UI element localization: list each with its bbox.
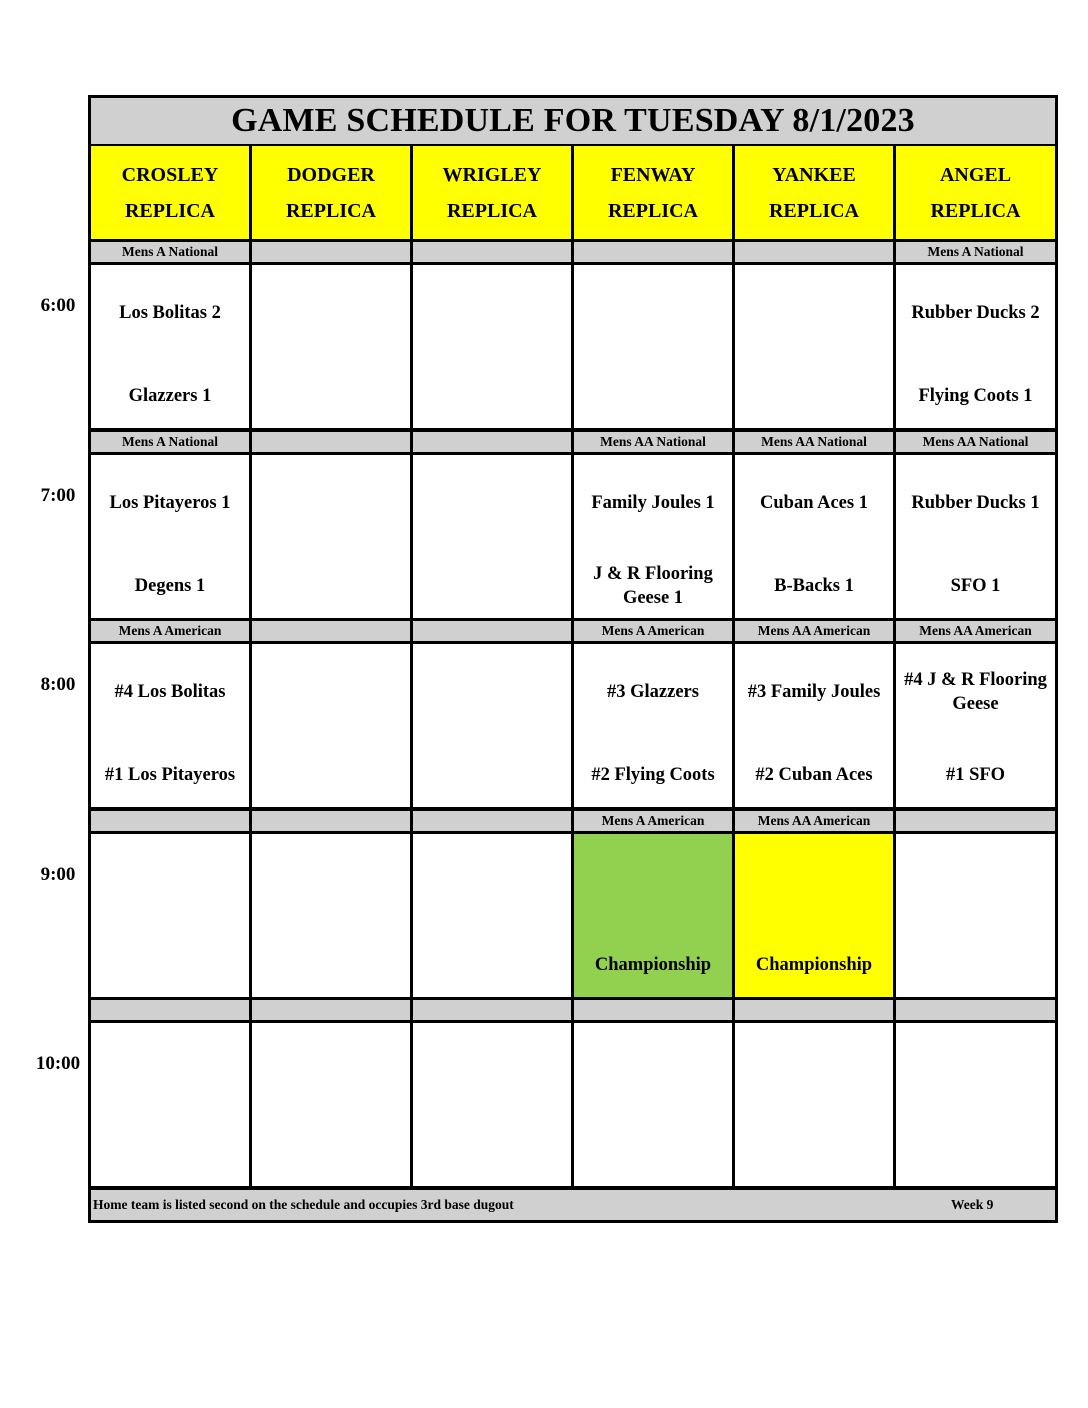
division-label <box>896 811 1055 831</box>
venue-dodger <box>252 146 410 239</box>
away-team <box>574 287 732 339</box>
division-label: Mens A American <box>574 621 732 641</box>
division-label <box>413 432 571 452</box>
game-cell <box>896 455 1055 618</box>
home-team: #1 SFO <box>945 765 1006 785</box>
time-label: 6:00 <box>40 295 76 316</box>
venue-crosley <box>91 146 249 239</box>
home-team <box>896 939 1055 991</box>
game-cell <box>574 455 732 618</box>
game-cell <box>413 455 571 618</box>
time-label: 7:00 <box>40 485 76 506</box>
division-label <box>413 242 571 262</box>
division-label <box>896 1000 1055 1020</box>
division-label: Mens AA American <box>896 621 1055 641</box>
division-label <box>413 811 571 831</box>
home-team <box>574 1128 732 1180</box>
home-team: #1 Los Pitayeros <box>104 765 236 785</box>
away-team <box>896 1045 1055 1097</box>
away-team: Cuban Aces 1 <box>760 493 868 513</box>
schedule-table <box>88 95 1058 1223</box>
footer <box>91 1190 1055 1220</box>
time-label: 8:00 <box>40 674 76 695</box>
venue-name: WRIGLEY <box>442 163 542 186</box>
game-cell <box>91 455 249 618</box>
away-team <box>91 1045 249 1097</box>
away-team <box>735 1045 893 1097</box>
division-label: Mens AA National <box>735 432 893 452</box>
game-cell <box>413 1023 571 1186</box>
away-team <box>91 856 249 908</box>
division-label <box>574 242 732 262</box>
game-cell <box>252 455 410 618</box>
venue-angel <box>896 146 1055 239</box>
away-team <box>413 856 571 908</box>
game-cell <box>896 265 1055 428</box>
away-team: #3 Family Joules <box>747 682 881 702</box>
home-team: #2 Cuban Aces <box>755 765 873 785</box>
venue-type: REPLICA <box>607 199 698 222</box>
division-label <box>252 432 410 452</box>
home-team <box>574 370 732 422</box>
division-label: Mens A National <box>91 242 249 262</box>
away-team: Los Pitayeros 1 <box>109 493 231 513</box>
away-team <box>574 856 732 908</box>
home-team <box>413 370 571 422</box>
home-team: Flying Coots 1 <box>918 386 1033 406</box>
game-cell <box>574 834 732 997</box>
game-cell <box>896 644 1055 807</box>
division-label: Mens AA National <box>896 432 1055 452</box>
home-team <box>252 560 410 612</box>
game-cell <box>896 834 1055 997</box>
venue-type: REPLICA <box>124 199 215 222</box>
division-label <box>413 621 571 641</box>
venue-type: REPLICA <box>768 199 859 222</box>
home-team <box>896 1128 1055 1180</box>
game-cell <box>252 644 410 807</box>
home-team: Championship <box>755 955 873 975</box>
division-label <box>735 1000 893 1020</box>
home-team <box>252 370 410 422</box>
home-team: #2 Flying Coots <box>591 765 715 785</box>
away-team <box>252 287 410 339</box>
game-cell <box>91 1023 249 1186</box>
away-team: Los Bolitas 2 <box>119 303 221 323</box>
division-label <box>91 1000 249 1020</box>
game-cell <box>413 644 571 807</box>
game-cell <box>252 1023 410 1186</box>
home-team <box>413 560 571 612</box>
game-cell <box>574 1023 732 1186</box>
venue-yankee <box>735 146 893 239</box>
time-label: 9:00 <box>40 864 76 885</box>
venue-name: DODGER <box>287 163 375 186</box>
division-label <box>252 242 410 262</box>
away-team: Family Joules 1 <box>591 493 715 513</box>
division-label: Mens AA National <box>574 432 732 452</box>
week-label: Week 9 <box>951 1197 994 1212</box>
away-team <box>252 477 410 529</box>
home-team <box>413 1128 571 1180</box>
home-team <box>252 749 410 801</box>
away-team <box>252 1045 410 1097</box>
away-team: #3 Glazzers <box>607 682 699 702</box>
game-cell <box>574 265 732 428</box>
away-team: Rubber Ducks 2 <box>911 303 1040 323</box>
page-title: GAME SCHEDULE FOR TUESDAY 8/1/2023 <box>91 98 1055 144</box>
home-team <box>91 939 249 991</box>
home-team <box>252 939 410 991</box>
away-team <box>735 856 893 908</box>
game-cell <box>91 834 249 997</box>
away-team <box>413 477 571 529</box>
away-team <box>252 666 410 718</box>
away-team: #4 Los Bolitas <box>114 682 226 702</box>
home-team <box>413 749 571 801</box>
division-label: Mens A National <box>896 242 1055 262</box>
time-label: 10:00 <box>35 1053 81 1074</box>
division-label: Mens A National <box>91 432 249 452</box>
game-cell <box>413 834 571 997</box>
venue-name: YANKEE <box>772 163 856 186</box>
game-cell <box>252 834 410 997</box>
home-team <box>735 370 893 422</box>
division-label <box>252 621 410 641</box>
footer-note: Home team is listed second on the schedule and occupies 3rd base dugout <box>93 1197 514 1212</box>
home-team <box>413 939 571 991</box>
home-team: Glazzers 1 <box>128 386 212 406</box>
game-cell <box>896 1023 1055 1186</box>
home-team: Degens 1 <box>134 576 206 596</box>
away-team <box>574 1045 732 1097</box>
game-cell <box>91 265 249 428</box>
venue-name: FENWAY <box>610 163 696 186</box>
away-team <box>413 666 571 718</box>
home-team <box>91 1128 249 1180</box>
division-label: Mens A American <box>574 811 732 831</box>
away-team <box>413 287 571 339</box>
division-label <box>91 811 249 831</box>
game-cell <box>91 644 249 807</box>
game-cell <box>735 265 893 428</box>
division-label <box>735 242 893 262</box>
venue-name: ANGEL <box>939 163 1012 186</box>
division-label <box>413 1000 571 1020</box>
division-label <box>252 811 410 831</box>
away-team <box>896 856 1055 908</box>
away-team <box>252 856 410 908</box>
division-label: Mens AA American <box>735 621 893 641</box>
venue-wrigley <box>413 146 571 239</box>
home-team: SFO 1 <box>950 576 1001 596</box>
venue-type: REPLICA <box>285 199 376 222</box>
away-team <box>413 1045 571 1097</box>
game-cell <box>735 834 893 997</box>
away-team: Rubber Ducks 1 <box>911 493 1040 513</box>
game-cell <box>735 1023 893 1186</box>
away-team <box>735 287 893 339</box>
home-team <box>735 1128 893 1180</box>
home-team <box>252 1128 410 1180</box>
division-label: Mens AA American <box>735 811 893 831</box>
home-team: J & R Flooring Geese 1 <box>593 564 713 608</box>
game-cell <box>735 644 893 807</box>
away-team: #4 J & R Flooring Geese <box>904 670 1047 714</box>
division-label <box>252 1000 410 1020</box>
venue-type: REPLICA <box>930 199 1021 222</box>
venue-type: REPLICA <box>446 199 537 222</box>
division-label <box>574 1000 732 1020</box>
division-label: Mens A American <box>91 621 249 641</box>
home-team: Championship <box>594 955 712 975</box>
venue-name: CROSLEY <box>121 163 219 186</box>
game-cell <box>413 265 571 428</box>
home-team: B-Backs 1 <box>774 576 854 596</box>
game-cell <box>252 265 410 428</box>
game-cell <box>735 455 893 618</box>
game-cell <box>574 644 732 807</box>
venue-fenway <box>574 146 732 239</box>
